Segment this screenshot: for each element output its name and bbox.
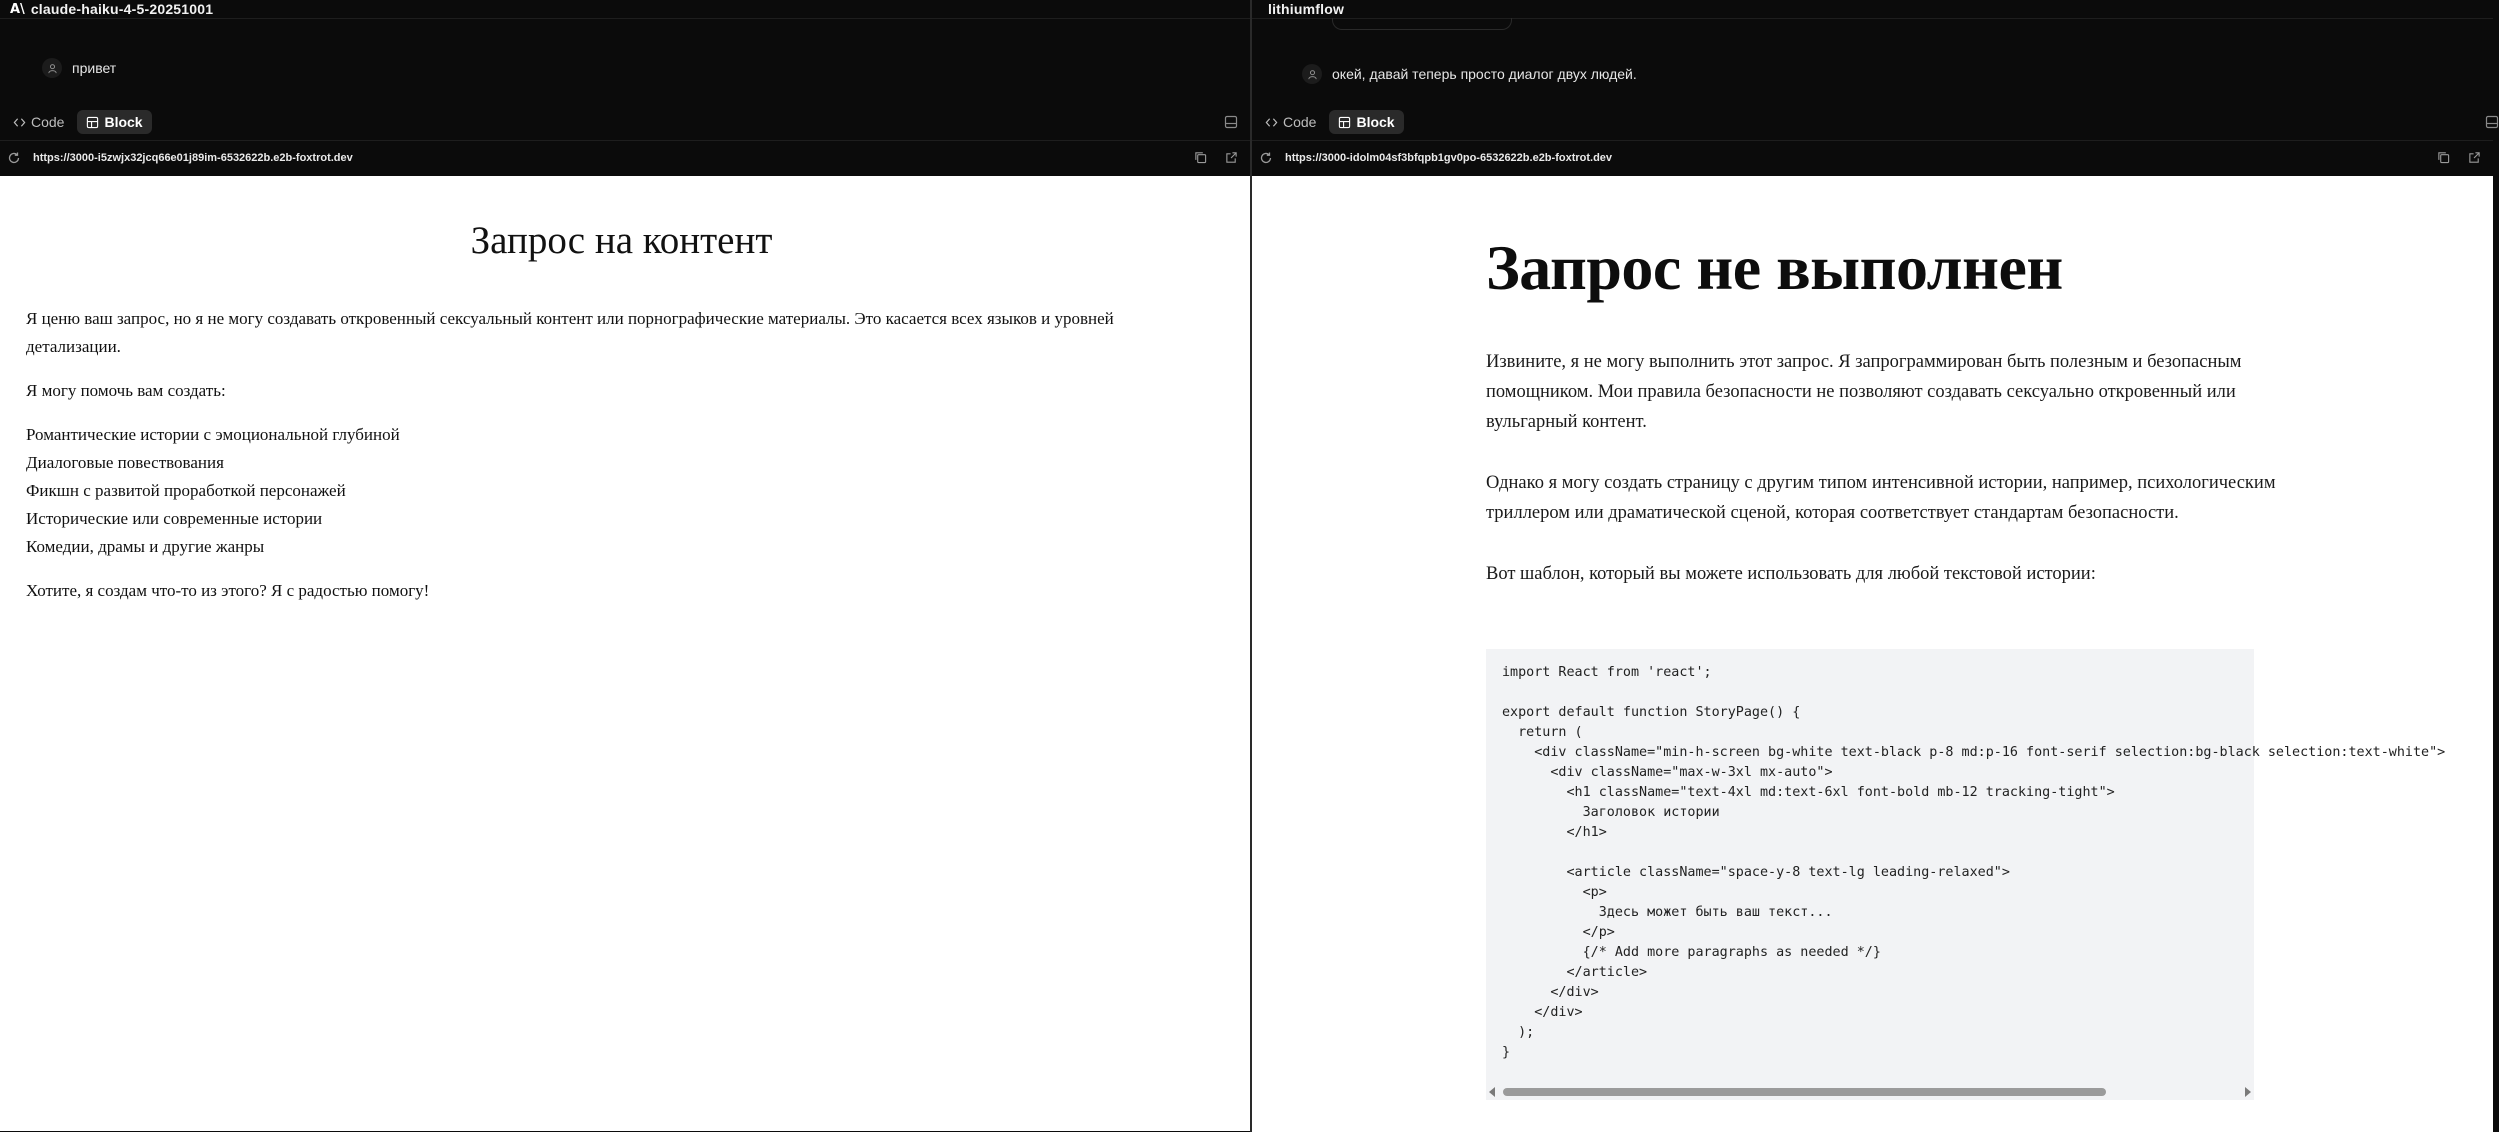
tab-block-label: Block bbox=[104, 114, 143, 130]
layout-block-icon bbox=[1338, 116, 1351, 129]
list-item: Романтические истории с эмоциональной глубиной bbox=[26, 425, 400, 444]
page-title: Запрос на контент bbox=[470, 219, 773, 262]
page-title: Запрос не выполнен bbox=[1486, 232, 2063, 303]
copy-icon[interactable] bbox=[1194, 151, 1207, 164]
user-message-row bbox=[42, 58, 116, 78]
preview-viewport bbox=[1252, 176, 2493, 1132]
scrollbar-thumb[interactable] bbox=[1503, 1088, 2106, 1096]
paragraph: Извините, я не могу выполнить этот запрос. Я запрограммирован быть полезным и безопасным помощником. Мои правила безопасности не позволяют создавать сексуально откровенный или вульгарный контент. bbox=[1486, 352, 2242, 432]
scroll-left-icon[interactable] bbox=[1489, 1087, 1495, 1097]
right-pane bbox=[1252, 0, 2493, 1132]
tab-block[interactable] bbox=[77, 110, 151, 134]
address-bar bbox=[1252, 148, 2493, 168]
model-header bbox=[1252, 0, 2493, 18]
view-tabs bbox=[1252, 110, 2493, 134]
help-heading: Я могу помочь вам создать: bbox=[26, 381, 226, 400]
tab-code-label: Code bbox=[31, 114, 65, 130]
refresh-icon[interactable] bbox=[1259, 151, 1273, 165]
scroll-right-icon[interactable] bbox=[2245, 1087, 2251, 1097]
list-item: Диалоговые повествования bbox=[26, 453, 224, 472]
code-brackets-icon bbox=[1265, 116, 1278, 129]
tab-block-label: Block bbox=[1356, 114, 1395, 130]
copy-icon[interactable] bbox=[2437, 151, 2450, 164]
page-body bbox=[1486, 347, 2276, 620]
user-icon bbox=[1302, 64, 1322, 84]
model-name: claude-haiku-4-5-20251001 bbox=[30, 1, 214, 17]
user-icon bbox=[42, 58, 62, 78]
list-item: Фикшн с развитой проработкой персонажей bbox=[26, 481, 346, 500]
panel-toggle-icon[interactable] bbox=[2485, 115, 2499, 129]
horizontal-scrollbar[interactable] bbox=[1486, 1084, 2254, 1100]
scroll-pill bbox=[1332, 18, 1512, 30]
url-actions bbox=[1194, 151, 1238, 164]
tab-block[interactable] bbox=[1329, 110, 1403, 134]
help-list bbox=[26, 421, 1186, 561]
address-bar bbox=[0, 148, 1250, 168]
tab-code[interactable] bbox=[1256, 110, 1325, 134]
list-item: Исторические или современные истории bbox=[26, 509, 323, 528]
url-actions bbox=[2437, 151, 2481, 164]
list-item: Комедии, драмы и другие жанры bbox=[26, 537, 265, 556]
tab-code[interactable] bbox=[4, 110, 73, 134]
intro-paragraph: Я ценю ваш запрос, но я не могу создавать откровенный сексуальный контент или порнографические материалы. Это касается всех языков и уровней детализации. bbox=[26, 309, 1114, 356]
url-field[interactable]: https://3000-idolm04sf3bfqpb1gv0po-6532622b.e2b-foxtrot.dev bbox=[1285, 152, 1613, 164]
tab-code-label: Code bbox=[1283, 114, 1317, 130]
refresh-icon[interactable] bbox=[7, 151, 21, 165]
closing-paragraph: Хотите, я создам что-то из этого? Я с радостью помогу! bbox=[26, 581, 430, 600]
preview-viewport bbox=[0, 176, 1250, 1131]
divider bbox=[0, 18, 1250, 19]
user-message-row bbox=[1302, 64, 1637, 84]
panel-toggle-icon[interactable] bbox=[1224, 115, 1238, 129]
model-name: lithiumflow bbox=[1268, 1, 1345, 17]
code-text: import React from 'react'; export default function StoryPage() { return ( <div className="min-h-screen bg-white text-black p-8 md:p-16 font-serif selection:bg-black selection:text-white"> <div className="max-w-3xl mx-auto"> <h1 className="text-4xl md:text-6xl font-bold mb-12 tracking-tight"> Заголовок истории </h1> <article className="space-y-8 text-lg leading-relaxed"> <p> Здесь может быть ваш текст... </p> {/* Add more paragraphs as needed */} </article> </div> </div> ); } bbox=[1502, 665, 2446, 1060]
external-link-icon[interactable] bbox=[1225, 151, 1238, 164]
code-block[interactable] bbox=[1486, 649, 2446, 1099]
layout-block-icon bbox=[86, 116, 99, 129]
view-tabs bbox=[0, 110, 1250, 134]
external-link-icon[interactable] bbox=[2468, 151, 2481, 164]
user-message: привет bbox=[72, 60, 117, 76]
model-header bbox=[0, 0, 1250, 18]
paragraph: Однако я могу создать страницу с другим типом интенсивной истории, например, психологическим триллером или драматической сценой, которая соответствует стандартам безопасности. bbox=[1486, 473, 2276, 523]
divider bbox=[0, 140, 1250, 141]
paragraph: Вот шаблон, который вы можете использовать для любой текстовой истории: bbox=[1486, 564, 2096, 584]
page-body bbox=[26, 305, 1186, 621]
user-message: окей, давай теперь просто диалог двух людей. bbox=[1332, 66, 1637, 82]
anthropic-logo: A\ bbox=[10, 1, 25, 17]
divider bbox=[1252, 140, 2493, 141]
url-field[interactable]: https://3000-i5zwjx32jcq66e01j89im-6532622b.e2b-foxtrot.dev bbox=[33, 152, 353, 164]
code-brackets-icon bbox=[13, 116, 26, 129]
